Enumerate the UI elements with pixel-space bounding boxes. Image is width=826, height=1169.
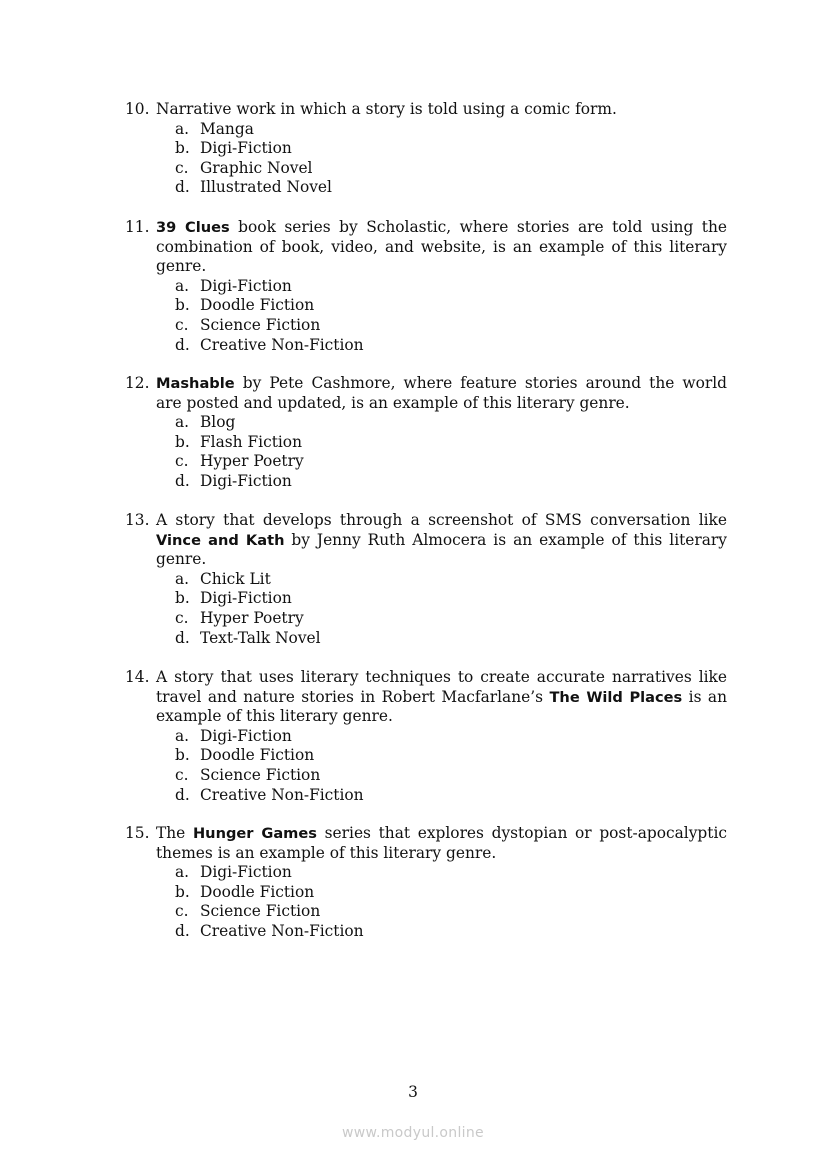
title-reference: The Wild Places	[549, 688, 683, 706]
option-letter: d.	[175, 178, 190, 197]
option-letter: a.	[175, 569, 190, 588]
answer-options	[125, 863, 727, 941]
question-text	[156, 668, 727, 727]
question-text-segment: A story that uses literary techniques to create accurate narratives like travel and nature stories in Robert Macfarlane’s	[156, 668, 727, 706]
question-text-segment: by Jenny Ruth Almocera is an example of this literary genre.	[156, 530, 727, 569]
question-text	[156, 824, 727, 863]
answer-option	[175, 178, 727, 198]
answer-option	[175, 159, 727, 179]
answer-option	[175, 922, 727, 942]
question-number: 13.	[125, 511, 150, 529]
question-text-segment: by Pete Cashmore, where feature stories around the world are posted and updated, is an example of this literary genre.	[156, 374, 727, 412]
title-reference: Vince and Kath	[156, 531, 285, 549]
question-12	[125, 374, 727, 492]
question-text-segment: is an example of this literary genre.	[156, 687, 727, 726]
answer-option	[175, 902, 727, 922]
question-text-segment: book series by Scholastic, where stories are told using the combination of book, video, and website, is an example of this literary genre.	[156, 218, 728, 276]
option-letter: a.	[175, 863, 190, 882]
question-stem	[125, 824, 727, 863]
question-15	[125, 824, 727, 942]
option-text: Science Fiction	[200, 902, 321, 921]
question-stem	[125, 374, 727, 413]
option-letter: a.	[175, 726, 190, 745]
option-text: Digi-Fiction	[200, 139, 292, 158]
question-number: 14.	[125, 668, 150, 686]
question-14	[125, 668, 727, 805]
question-text-segment: series that explores dystopian or post-apocalyptic themes is an example of this literary genre.	[156, 824, 727, 862]
option-letter: b.	[175, 882, 190, 901]
answer-option	[175, 589, 727, 609]
question-stem	[125, 218, 727, 277]
answer-option	[175, 883, 727, 903]
answer-options	[125, 570, 727, 648]
answer-option	[175, 433, 727, 453]
option-text: Science Fiction	[200, 765, 321, 784]
question-text	[156, 374, 727, 413]
question-13	[125, 511, 727, 648]
option-letter: d.	[175, 471, 190, 490]
question-text-segment: Narrative work in which a story is told using a comic form.	[156, 100, 617, 118]
answer-option	[175, 863, 727, 883]
answer-option	[175, 629, 727, 649]
option-text: Hyper Poetry	[200, 608, 304, 627]
option-letter: c.	[175, 452, 189, 471]
option-letter: a.	[175, 413, 190, 432]
option-text: Hyper Poetry	[200, 452, 304, 471]
answer-option	[175, 786, 727, 806]
option-letter: b.	[175, 746, 190, 765]
option-text: Digi-Fiction	[200, 276, 292, 295]
option-letter: b.	[175, 139, 190, 158]
title-reference: Hunger Games	[192, 825, 317, 842]
question-stem	[125, 668, 727, 727]
answer-option	[175, 277, 727, 297]
answer-option	[175, 727, 727, 747]
option-text: Creative Non-Fiction	[200, 335, 364, 354]
option-text: Manga	[200, 119, 254, 138]
question-number: 10.	[125, 100, 150, 118]
option-text: Graphic Novel	[200, 158, 313, 177]
answer-option	[175, 120, 727, 140]
option-text: Doodle Fiction	[200, 296, 315, 315]
answer-option	[175, 316, 727, 336]
answer-option	[175, 413, 727, 433]
title-reference: 39 Clues	[156, 219, 230, 236]
option-letter: c.	[175, 315, 189, 334]
question-stem	[125, 511, 727, 570]
option-letter: d.	[175, 628, 190, 647]
watermark: www.modyul.online	[342, 1125, 484, 1141]
question-number: 15.	[125, 824, 150, 842]
option-letter: b.	[175, 432, 190, 451]
option-letter: b.	[175, 589, 190, 608]
option-text: Doodle Fiction	[200, 882, 315, 901]
answer-options	[125, 120, 727, 198]
option-text: Digi-Fiction	[200, 471, 292, 490]
answer-options	[125, 727, 727, 805]
option-letter: d.	[175, 785, 190, 804]
option-text: Creative Non-Fiction	[200, 921, 364, 940]
option-text: Doodle Fiction	[200, 746, 315, 765]
question-text-segment: The	[156, 824, 193, 842]
option-text: Blog	[200, 413, 236, 432]
answer-option	[175, 452, 727, 472]
option-text: Digi-Fiction	[200, 589, 292, 608]
answer-option	[175, 766, 727, 786]
option-letter: b.	[175, 296, 190, 315]
answer-options	[125, 277, 727, 355]
option-text: Digi-Fiction	[200, 726, 292, 745]
option-letter: a.	[175, 119, 190, 138]
title-reference: Mashable	[156, 375, 235, 392]
question-number: 11.	[125, 218, 150, 236]
option-text: Illustrated Novel	[200, 178, 332, 197]
answer-option	[175, 472, 727, 492]
answer-option	[175, 609, 727, 629]
question-stem	[125, 100, 727, 120]
option-text: Flash Fiction	[200, 432, 302, 451]
answer-option	[175, 570, 727, 590]
question-11	[125, 218, 727, 355]
answer-option	[175, 139, 727, 159]
answer-options	[125, 413, 727, 491]
option-text: Science Fiction	[200, 315, 321, 334]
question-10	[125, 100, 727, 198]
answer-option	[175, 336, 727, 356]
question-text	[156, 100, 727, 120]
option-text: Chick Lit	[200, 569, 271, 588]
option-text: Digi-Fiction	[200, 863, 292, 882]
option-letter: c.	[175, 158, 189, 177]
page-number: 3	[408, 1083, 418, 1101]
answer-option	[175, 746, 727, 766]
option-letter: d.	[175, 921, 190, 940]
option-text: Text-Talk Novel	[200, 628, 321, 647]
option-letter: d.	[175, 335, 190, 354]
option-letter: c.	[175, 608, 189, 627]
option-letter: a.	[175, 276, 190, 295]
question-number: 12.	[125, 374, 150, 392]
question-text	[156, 511, 727, 570]
answer-option	[175, 296, 727, 316]
option-letter: c.	[175, 765, 189, 784]
option-letter: c.	[175, 902, 189, 921]
question-text	[156, 218, 727, 277]
question-text-segment: A story that develops through a screenshot of SMS conversation like	[156, 511, 727, 529]
option-text: Creative Non-Fiction	[200, 785, 364, 804]
